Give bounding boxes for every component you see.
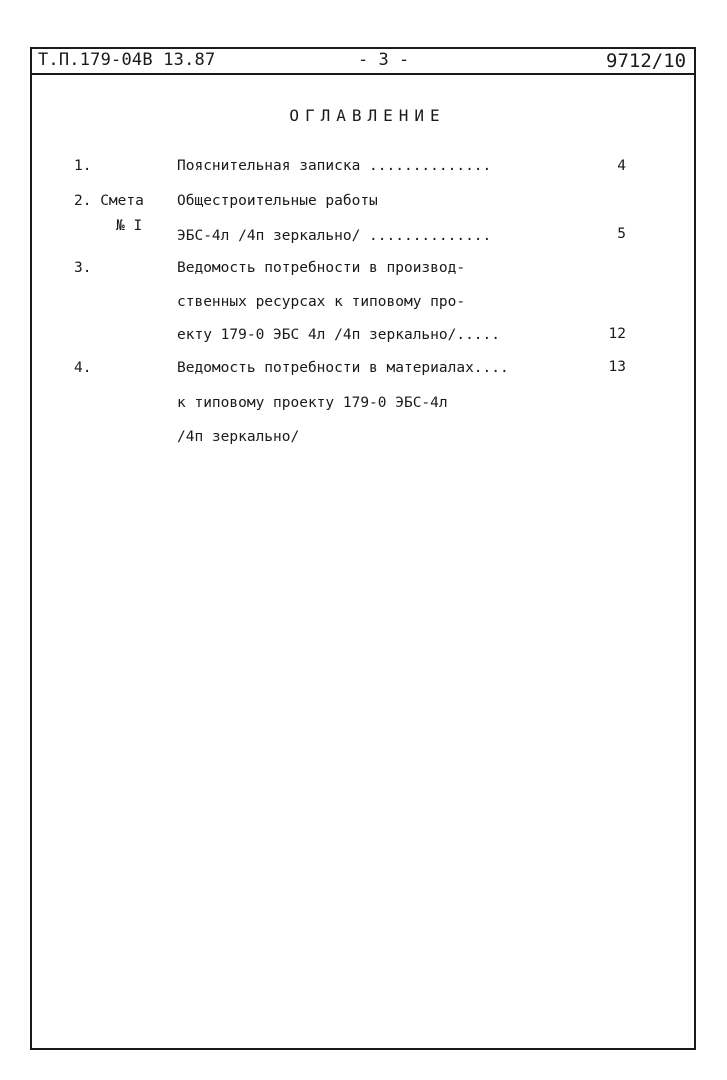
toc-item-2-text-line-2: ЭБС-4л /4п зеркально/ .............. xyxy=(177,228,492,244)
toc-item-4-text-line-2: к типовому проекту 179-0 ЭБС-4л xyxy=(177,395,448,411)
toc-item-4-page: 13 xyxy=(608,359,626,375)
page-title: ОГЛАВЛЕНИЕ xyxy=(289,106,446,125)
toc-item-1-page: 4 xyxy=(617,158,626,174)
toc-item-3-text-line-3: екту 179-0 ЭБС 4л /4п зеркально/..... xyxy=(177,327,501,343)
toc-item-1-number: 1. xyxy=(74,158,92,174)
toc-item-2-page: 5 xyxy=(617,226,626,242)
toc-item-3-text-line-2: ственных ресурсах к типовому про- xyxy=(177,294,466,310)
header-divider xyxy=(30,73,696,75)
toc-item-2-subnumber: № I xyxy=(116,218,143,234)
toc-item-1-text: Пояснительная записка .............. xyxy=(177,158,492,174)
toc-item-4-text-line-1: Ведомость потребности в материалах.... xyxy=(177,360,509,376)
toc-item-4-number: 4. xyxy=(74,360,92,376)
toc-item-3-number: 3. xyxy=(74,260,92,276)
toc-item-3-page: 12 xyxy=(608,326,626,342)
page-number: - 3 - xyxy=(358,50,410,70)
document-code: Т.П.179-04В 13.87 xyxy=(38,50,216,70)
sheet-code: 9712/10 xyxy=(606,50,687,72)
toc-item-4-text-line-3: /4п зеркально/ xyxy=(177,429,300,445)
toc-item-2-number: 2. Смета xyxy=(74,193,144,209)
toc-item-2-text-line-1: Общестроительные работы xyxy=(177,193,378,209)
toc-item-3-text-line-1: Ведомость потребности в производ- xyxy=(177,260,466,276)
